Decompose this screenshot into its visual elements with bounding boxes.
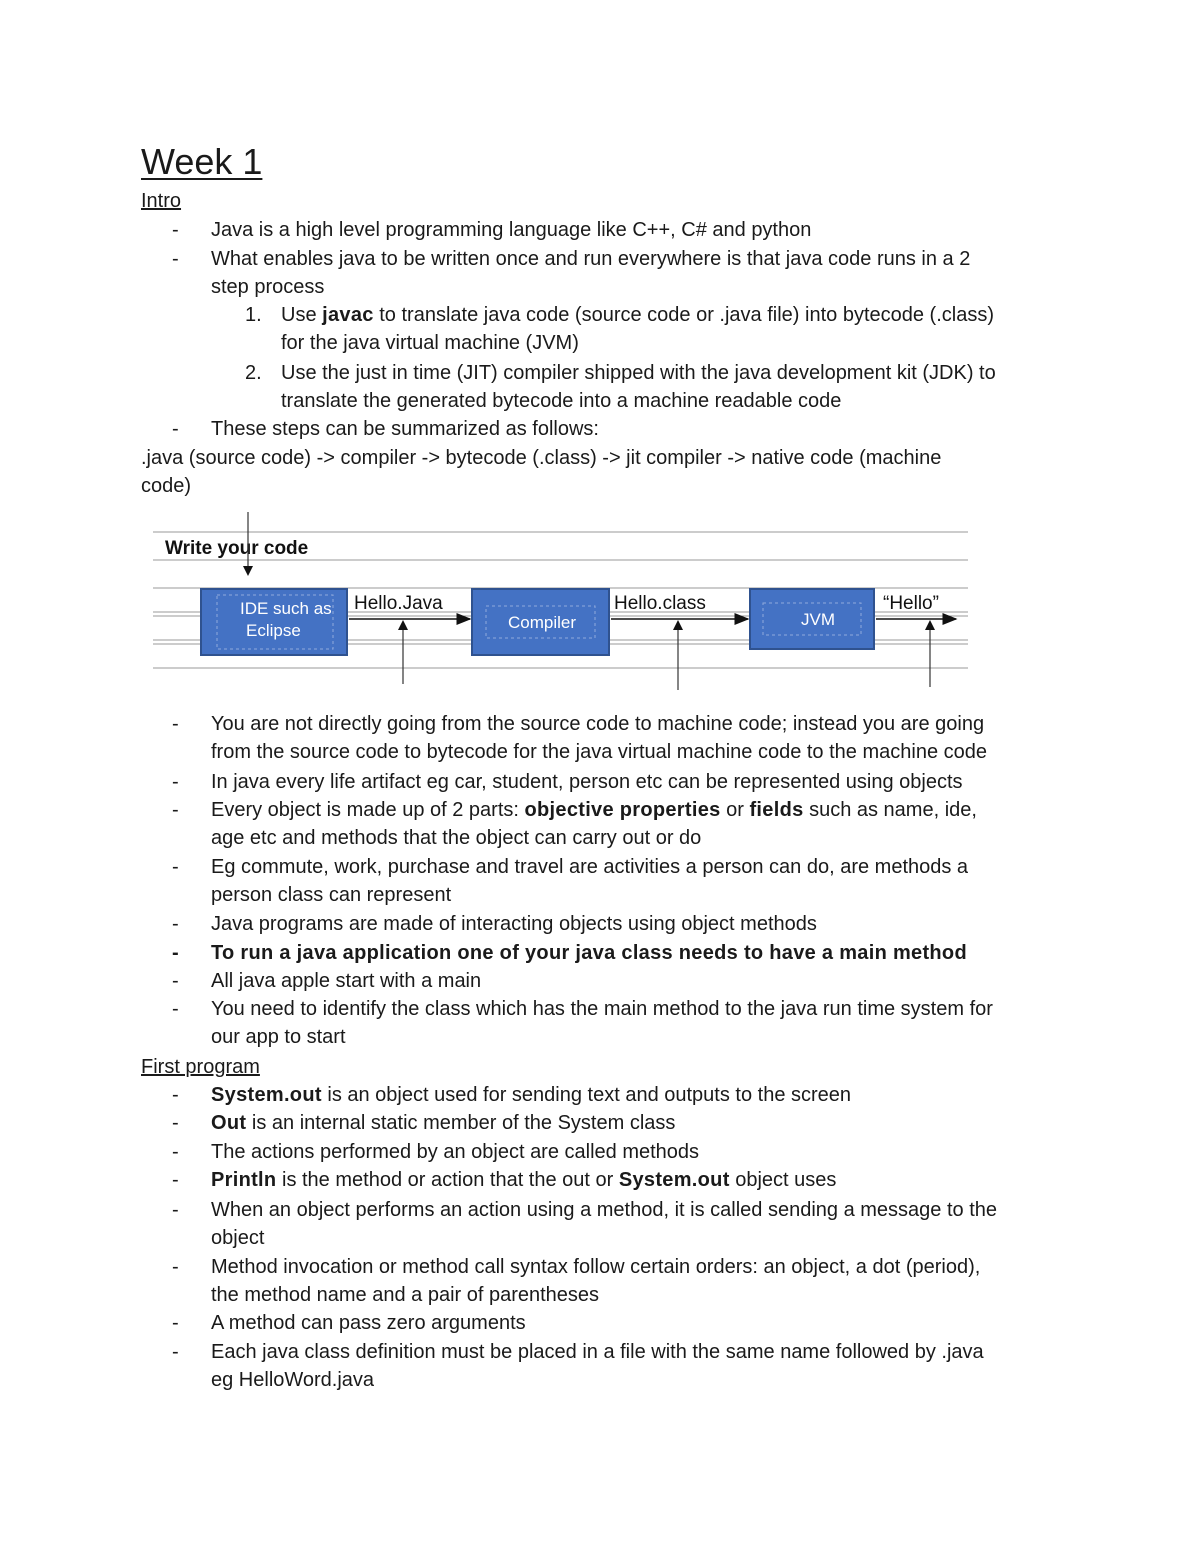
list-item: A method can pass zero arguments — [211, 1312, 526, 1334]
bullet-dash: - — [172, 418, 179, 440]
section-heading-intro: Intro — [141, 190, 182, 212]
list-item-bold: To run a java application one of your java class needs to have a main method — [211, 942, 967, 964]
bullet-dash: - — [172, 248, 179, 270]
bullet-dash: - — [172, 713, 179, 735]
bullet-dash: - — [172, 1199, 179, 1221]
list-item: Java programs are made of interacting objects using object methods — [211, 913, 817, 935]
list-item: Method invocation or method call syntax follow certain orders: an object, a dot (period), — [211, 1256, 981, 1278]
arrow-head-up — [925, 620, 935, 630]
summary-text-continuation: code) — [141, 475, 192, 497]
bullet-dash: - — [172, 1341, 179, 1363]
bullet-dash: - — [172, 998, 179, 1020]
step-number: 1. — [245, 304, 262, 326]
list-item-continuation: eg HelloWord.java — [211, 1369, 375, 1391]
bullet-dash: - — [172, 1084, 179, 1106]
list-item: Eg commute, work, purchase and travel are activities a person can do, are methods a — [211, 856, 969, 878]
bullet-dash: - — [172, 1312, 179, 1334]
step-number: 2. — [245, 362, 262, 384]
numbered-item: Use javac to translate java code (source code or .java file) into bytecode (.class) — [281, 304, 994, 326]
list-item: Every object is made up of 2 parts: objective properties or fields such as name, ide, — [211, 799, 977, 821]
list-item: All java apple start with a main — [211, 970, 482, 992]
list-item-continuation: object — [211, 1227, 265, 1249]
label-hello-class: Hello.class — [614, 593, 706, 614]
ide-box-label-line1: IDE such as — [240, 599, 332, 618]
list-item: Out is an internal static member of the System class — [211, 1112, 676, 1134]
list-item: What enables java to be written once and run everywhere is that java code runs in a 2 — [211, 248, 971, 270]
bullet-dash: - — [172, 942, 179, 964]
ide-box-label-line2: Eclipse — [246, 621, 301, 640]
list-item: In java every life artifact eg car, student, person etc can be represented using objects — [211, 771, 963, 793]
list-item: You are not directly going from the source code to machine code; instead you are going — [211, 713, 985, 735]
section-heading-first-program: First program — [141, 1056, 260, 1078]
numbered-item: Use the just in time (JIT) compiler shipped with the java development kit (JDK) to — [281, 362, 996, 384]
label-hello-output: “Hello” — [883, 593, 939, 614]
bullet-dash: - — [172, 771, 179, 793]
java-compilation-diagram — [150, 512, 972, 690]
list-item-continuation: age etc and methods that the object can carry out or do — [211, 827, 702, 849]
summary-text: .java (source code) -> compiler -> bytecode (.class) -> jit compiler -> native code (machine — [141, 447, 942, 469]
bullet-dash: - — [172, 219, 179, 241]
list-item: The actions performed by an object are called methods — [211, 1141, 700, 1163]
list-item: Println is the method or action that the out or System.out object uses — [211, 1169, 837, 1191]
bullet-dash: - — [172, 970, 179, 992]
compiler-box-label: Compiler — [508, 613, 577, 632]
arrow-head-down — [243, 566, 253, 576]
list-item: You need to identify the class which has the main method to the java run time system for — [211, 998, 993, 1020]
numbered-item-continuation: translate the generated bytecode into a machine readable code — [281, 390, 842, 412]
bullet-dash: - — [172, 1112, 179, 1134]
bullet-dash: - — [172, 856, 179, 878]
list-item-continuation: the method name and a pair of parentheses — [211, 1284, 600, 1306]
list-item: System.out is an object used for sending text and outputs to the screen — [211, 1084, 852, 1106]
diagram-header: Write your code — [165, 538, 309, 559]
list-item: These steps can be summarized as follows: — [211, 418, 599, 440]
list-item: Java is a high level programming language like C++, C# and python — [211, 219, 812, 241]
arrow-head-up — [398, 620, 408, 630]
arrow-head-up — [673, 620, 683, 630]
list-item-continuation: step process — [211, 276, 325, 298]
jvm-box-label: JVM — [801, 610, 835, 629]
list-item-continuation: person class can represent — [211, 884, 452, 906]
list-item: Each java class definition must be placed in a file with the same name followed by .java — [211, 1341, 984, 1363]
page-title: Week 1 — [141, 141, 263, 182]
bullet-dash: - — [172, 1169, 179, 1191]
list-item: When an object performs an action using a method, it is called sending a message to the — [211, 1199, 998, 1221]
bullet-dash: - — [172, 1141, 179, 1163]
list-item-continuation: our app to start — [211, 1026, 346, 1048]
numbered-item-continuation: for the java virtual machine (JVM) — [281, 332, 579, 354]
list-item-continuation: from the source code to bytecode for the java virtual machine code to the machine code — [211, 741, 987, 763]
bullet-dash: - — [172, 799, 179, 821]
label-hello-java: Hello.Java — [354, 593, 443, 614]
bullet-dash: - — [172, 913, 179, 935]
bullet-dash: - — [172, 1256, 179, 1278]
